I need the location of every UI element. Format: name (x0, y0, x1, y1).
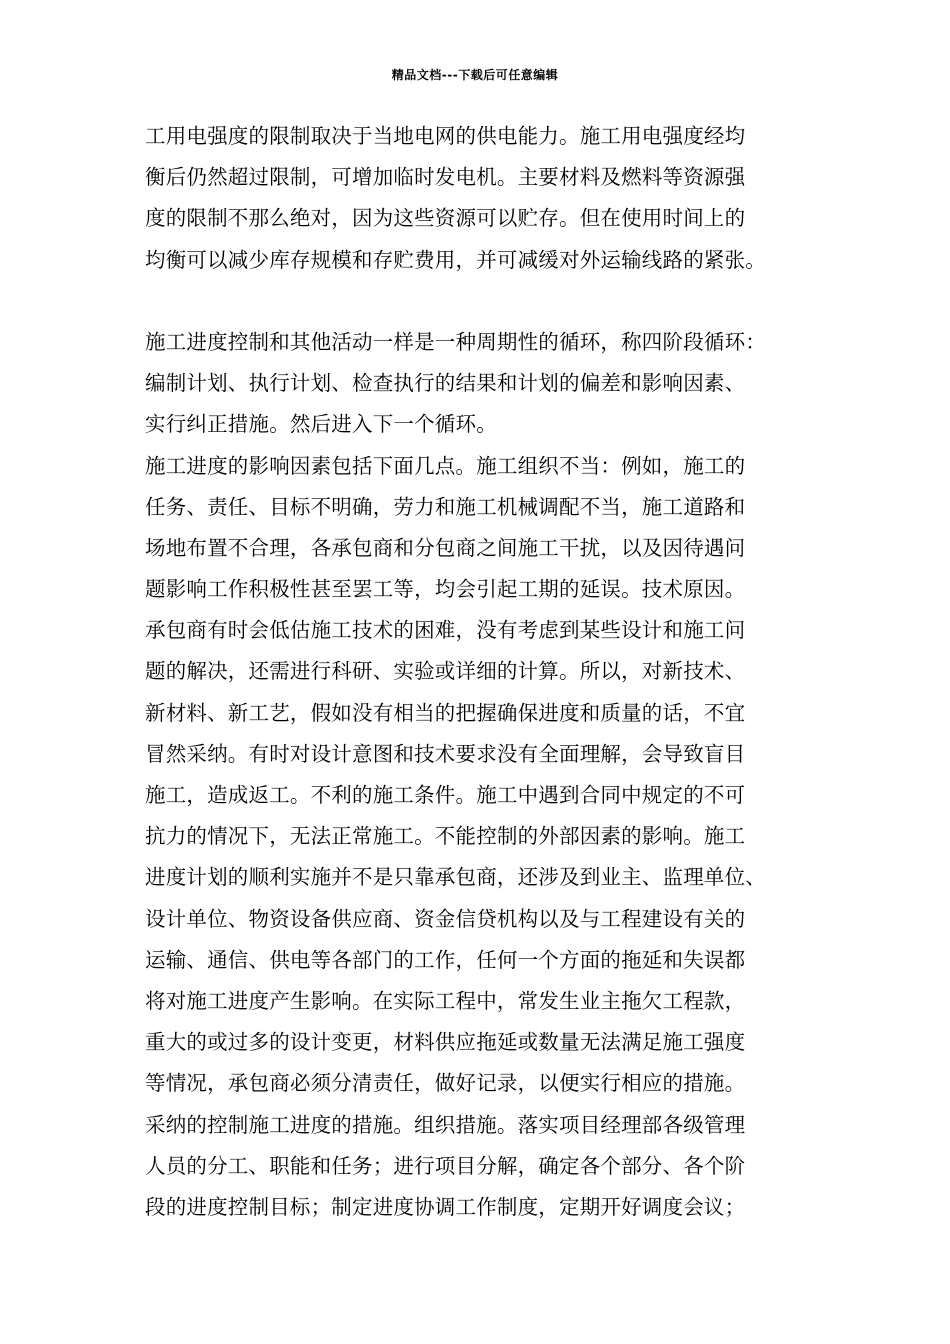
text-line: 采纳的控制施工进度的措施。组织措施。落实项目经理部各级管理 (145, 1112, 746, 1137)
text-line: 施工，造成返工。不利的施工条件。施工中遇到合同中规定的不可 (145, 783, 746, 807)
text-line: 施工进度控制和其他活动一样是一种周期性的循环，称四阶段循环： (145, 329, 766, 354)
text-line: 进度计划的顺利实施并不是只靠承包商，还涉及到业主、监理单位、 (145, 865, 766, 890)
paragraph-4 (145, 1105, 825, 1229)
text-line: 场地布置不合理，各承包商和分包商之间施工干扰，以及因待遇问 (145, 535, 746, 560)
text-line: 衡后仍然超过限制，可增加临时发电机。主要材料及燃料等资源强 (145, 165, 746, 190)
text-line: 抗力的情况下，无法正常施工。不能控制的外部因素的影响。施工 (145, 824, 746, 849)
text-line: 承包商有时会低估施工技术的困难，没有考虑到某些设计和施工问 (145, 618, 746, 643)
text-line: 新材料、新工艺，假如没有相当的把握确保进度和质量的话，不宜 (145, 700, 746, 725)
text-line: 运输、通信、供电等各部门的工作，任何一个方面的拖延和失误都 (145, 947, 746, 972)
text-line: 题影响工作积极性甚至罢工等，均会引起工期的延误。技术原因。 (145, 577, 746, 602)
text-line: 重大的或过多的设计变更，材料供应拖延或数量无法满足施工强度 (145, 1030, 746, 1055)
document-body (145, 116, 825, 1228)
text-line: 将对施工进度产生影响。在实际工程中，常发生业主拖欠工程款， (145, 988, 746, 1013)
paragraph-1 (145, 116, 825, 281)
page-header: 精品文档---下载后可任意编辑 (391, 68, 559, 82)
text-line: 均衡可以减少库存规模和存贮费用，并可减缓对外运输线路的紧张。 (145, 247, 766, 272)
text-line: 冒然采纳。有时对设计意图和技术要求没有全面理解，会导致盲目 (145, 741, 746, 766)
paragraph-spacer (145, 281, 825, 322)
text-line: 题的解决，还需进行科研、实验或详细的计算。所以，对新技术、 (145, 659, 746, 684)
text-line: 实行纠正措施。然后进入下一个循环。 (145, 412, 497, 437)
text-line: 度的限制不那么绝对，因为这些资源可以贮存。但在使用时间上的 (145, 206, 746, 231)
paragraph-2 (145, 322, 825, 446)
text-line: 工用电强度的限制取决于当地电网的供电能力。施工用电强度经均 (145, 124, 746, 148)
paragraph-3 (145, 446, 825, 1105)
text-line: 段的进度控制目标；制定进度协调工作制度，定期开好调度会议； (145, 1194, 746, 1219)
text-line: 设计单位、物资设备供应商、资金信贷机构以及与工程建设有关的 (145, 906, 746, 931)
text-line: 编制计划、执行计划、检查执行的结果和计划的偏差和影响因素、 (145, 371, 746, 396)
text-line: 等情况，承包商必须分清责任，做好记录，以便实行相应的措施。 (145, 1071, 746, 1096)
text-line: 任务、责任、目标不明确，劳力和施工机械调配不当，施工道路和 (145, 494, 746, 519)
text-line: 施工进度的影响因素包括下面几点。施工组织不当：例如，施工的 (145, 453, 746, 478)
text-line: 人员的分工、职能和任务；进行项目分解，确定各个部分、各个阶 (145, 1153, 746, 1178)
